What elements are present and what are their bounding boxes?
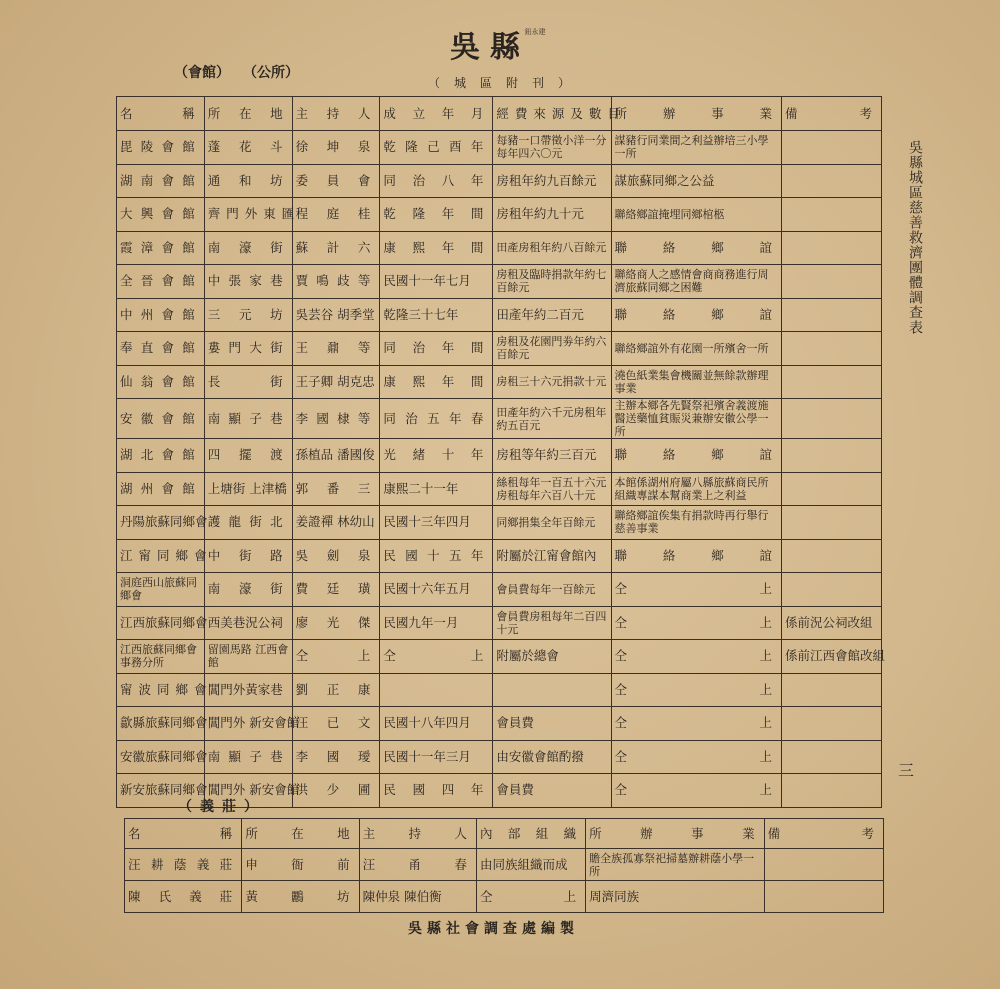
main-cell: 會員費每年一百餘元	[493, 573, 611, 607]
main-cell: 同治八年	[380, 164, 493, 198]
main-cell: 民國十一年七月	[380, 265, 493, 299]
main-cell: 新安旅蘇同鄉會	[117, 774, 205, 808]
main-cell: 洪少圃	[292, 774, 380, 808]
yizhuang-cell: 由同族組織而成	[476, 849, 585, 881]
main-cell: 附屬於江甯會館內	[493, 539, 611, 573]
main-cell: 閶門外 新安會館	[204, 774, 292, 808]
table-row	[117, 265, 882, 299]
page-number: 三	[898, 761, 915, 780]
main-cell: 民國十八年四月	[380, 707, 493, 741]
main-cell: 仝上	[292, 640, 380, 674]
main-cell: 聯絡商人之感情會商商務進行周濟旅蘇同鄉之困難	[611, 265, 782, 299]
main-cell: 民國四年	[380, 774, 493, 808]
main-cell: 湖南會館	[117, 164, 205, 198]
main-cell: 仝上	[611, 606, 782, 640]
main-cell: 留園馬路 江西會館	[204, 640, 292, 674]
main-cell: 係前江西會館改組	[782, 640, 882, 674]
main-cell: 澆色紙業集會機關並無餘款辦理事業	[611, 365, 782, 399]
yizhuang-row	[125, 849, 884, 881]
yizhuang-cell: 陳仲泉 陳伯衡	[359, 881, 476, 913]
main-cell: 王鼐等	[292, 332, 380, 366]
main-cell	[782, 573, 882, 607]
main-cell: 乾隆年間	[380, 198, 493, 232]
main-cell: 主辦本鄉各先賢祭祀殯舍義渡施醫送藥恤貧賑災兼辦安徽公學一所	[611, 399, 782, 439]
main-cell: 賈鳴歧等	[292, 265, 380, 299]
table-row	[117, 740, 882, 774]
main-cell	[782, 365, 882, 399]
main-cell: 齊門外東匯	[204, 198, 292, 232]
seal-stamp: 鈕永建	[524, 28, 546, 36]
yizhuang-cell: 汪耕蔭義莊	[125, 849, 242, 881]
main-cell: 聯絡鄉誼外有花園一所殯舍一所	[611, 332, 782, 366]
main-header-cell: 經費來源及數目	[493, 97, 611, 131]
yizhuang-cell	[764, 881, 883, 913]
main-cell: 會員費房租每年二百四十元	[493, 606, 611, 640]
main-cell	[380, 673, 493, 707]
main-cell: 仝上	[380, 640, 493, 674]
main-cell	[782, 198, 882, 232]
main-cell	[782, 707, 882, 741]
main-cell: 郭番三	[292, 472, 380, 506]
table-row	[117, 365, 882, 399]
main-cell: 民國九年一月	[380, 606, 493, 640]
main-cell	[782, 332, 882, 366]
main-cell: 聯絡鄉誼	[611, 231, 782, 265]
main-cell: 謀旅蘇同鄉之公益	[611, 164, 782, 198]
yizhuang-row	[125, 881, 884, 913]
main-cell: 劉正康	[292, 673, 380, 707]
main-cell: 同治五年春	[380, 399, 493, 439]
main-cell	[782, 439, 882, 473]
main-cell: 奉直會館	[117, 332, 205, 366]
hall-tag: （會館）	[174, 65, 230, 81]
main-cell: 由安徽會館酌撥	[493, 740, 611, 774]
main-cell: 每豬一口帶徵小洋一分每年四六〇元	[493, 131, 611, 165]
main-cell	[782, 164, 882, 198]
yizhuang-cell: 周濟同族	[586, 881, 765, 913]
yizhuang-header-cell: 備考	[764, 819, 883, 849]
main-cell	[493, 673, 611, 707]
main-cell: 同治年間	[380, 332, 493, 366]
main-cell: 南濠街	[204, 231, 292, 265]
main-cell: 洞庭西山旅蘇同鄉會	[117, 573, 205, 607]
main-cell	[782, 298, 882, 332]
main-cell: 田產房租年約八百餘元	[493, 231, 611, 265]
yizhuang-cell: 申衙前	[242, 849, 359, 881]
yizhuang-table	[124, 818, 884, 913]
main-cell: 康熙年間	[380, 231, 493, 265]
main-header-cell: 備考	[782, 97, 882, 131]
table-row	[117, 539, 882, 573]
main-cell	[782, 506, 882, 540]
main-cell: 霞漳會館	[117, 231, 205, 265]
main-cell: 仝上	[611, 573, 782, 607]
main-cell: 丹陽旅蘇同鄉會	[117, 506, 205, 540]
main-cell: 西美巷況公祠	[204, 606, 292, 640]
main-cell: 係前況公祠改組	[782, 606, 882, 640]
main-cell: 乾隆三十七年	[380, 298, 493, 332]
page-subtitle: （城區附刊）	[428, 76, 585, 90]
main-cell: 康熙二十一年	[380, 472, 493, 506]
main-cell	[782, 265, 882, 299]
main-cell: 房租等年約三百元	[493, 439, 611, 473]
main-cell: 中州會館	[117, 298, 205, 332]
main-cell: 民國十五年	[380, 539, 493, 573]
main-cell	[782, 131, 882, 165]
main-cell: 絲租每年一百五十六元房租每年六百八十元	[493, 472, 611, 506]
main-cell: 房租及臨時捐款年約七百餘元	[493, 265, 611, 299]
main-cell: 房租年約九百餘元	[493, 164, 611, 198]
main-cell: 姜證禪 林幼山	[292, 506, 380, 540]
main-cell: 光緒十年	[380, 439, 493, 473]
main-cell: 南顯子巷	[204, 740, 292, 774]
main-cell: 仝上	[611, 774, 782, 808]
main-cell: 聯絡鄉誼俟集有捐款時再行舉行慈善事業	[611, 506, 782, 540]
main-cell: 三元坊	[204, 298, 292, 332]
table-row	[117, 707, 882, 741]
main-cell: 廖光傑	[292, 606, 380, 640]
main-cell: 毘陵會館	[117, 131, 205, 165]
main-cell	[782, 231, 882, 265]
yizhuang-cell: 黃鸝坊	[242, 881, 359, 913]
main-cell: 民國十一年三月	[380, 740, 493, 774]
main-cell: 汪已文	[292, 707, 380, 741]
yizhuang-cell: 陳氏義莊	[125, 881, 242, 913]
main-cell: 上塘街 上津橋	[204, 472, 292, 506]
main-cell: 房租及花園門劵年約六百餘元	[493, 332, 611, 366]
main-cell: 吳劍泉	[292, 539, 380, 573]
main-cell: 民國十六年五月	[380, 573, 493, 607]
side-title: 吳縣城區慈善救濟團體調查表	[907, 140, 923, 335]
table-row	[117, 399, 882, 439]
main-cell: 仝上	[611, 640, 782, 674]
footer-credit: 吳縣社會調查處編製	[408, 921, 579, 937]
table-row	[117, 606, 882, 640]
main-cell	[782, 740, 882, 774]
main-header-cell: 名稱	[117, 97, 205, 131]
table-row	[117, 231, 882, 265]
table-row	[117, 673, 882, 707]
main-cell: 同鄉捐集全年百餘元	[493, 506, 611, 540]
main-cell: 吳芸谷 胡季堂	[292, 298, 380, 332]
table-row	[117, 131, 882, 165]
main-header-cell: 所辦事業	[611, 97, 782, 131]
yizhuang-header-cell: 名稱	[125, 819, 242, 849]
table-row	[117, 332, 882, 366]
main-header-cell: 成立年月	[380, 97, 493, 131]
main-cell	[782, 539, 882, 573]
office-tag: （公所）	[243, 65, 299, 81]
main-cell: 護龍街北	[204, 506, 292, 540]
table-row	[117, 439, 882, 473]
main-cell: 閶門外 新安會館	[204, 707, 292, 741]
main-cell	[782, 472, 882, 506]
main-cell: 仝上	[611, 673, 782, 707]
main-cell: 全晉會館	[117, 265, 205, 299]
table-row	[117, 164, 882, 198]
page-title: 吳縣	[450, 30, 530, 65]
yizhuang-header-cell: 所辦事業	[586, 819, 765, 849]
main-cell: 王子卿 胡克忠	[292, 365, 380, 399]
main-cell: 閶門外黃家巷	[204, 673, 292, 707]
main-cell: 歙縣旅蘇同鄉會	[117, 707, 205, 741]
yizhuang-cell	[764, 849, 883, 881]
main-cell: 附屬於總會	[493, 640, 611, 674]
yizhuang-header-cell: 主持人	[359, 819, 476, 849]
yizhuang-header-cell: 所在地	[242, 819, 359, 849]
main-cell: 蓬花斗	[204, 131, 292, 165]
main-cell: 乾隆己酉年	[380, 131, 493, 165]
table-row	[117, 640, 882, 674]
main-cell: 程庭桂	[292, 198, 380, 232]
yizhuang-section-label: （義莊）	[178, 799, 266, 815]
main-cell: 大興會館	[117, 198, 205, 232]
main-table	[116, 96, 886, 808]
main-cell: 聯絡鄉誼	[611, 539, 782, 573]
main-cell: 江西旅蘇同鄉會	[117, 606, 205, 640]
main-cell: 南顯子巷	[204, 399, 292, 439]
yizhuang-cell: 汪甬春	[359, 849, 476, 881]
main-cell: 長街	[204, 365, 292, 399]
table-row	[117, 506, 882, 540]
main-cell: 房租年約九十元	[493, 198, 611, 232]
main-cell: 徐坤泉	[292, 131, 380, 165]
main-header-cell: 主持人	[292, 97, 380, 131]
main-cell: 會員費	[493, 707, 611, 741]
main-cell: 聯絡鄉誼掩埋同鄉棺柩	[611, 198, 782, 232]
main-cell: 康熙年間	[380, 365, 493, 399]
main-cell: 聯絡鄉誼	[611, 298, 782, 332]
main-cell: 仝上	[611, 740, 782, 774]
main-cell: 謀豬行同業間之利益辦培三小學一所	[611, 131, 782, 165]
table-row	[117, 198, 882, 232]
main-cell: 李國棣等	[292, 399, 380, 439]
main-cell: 房租三十六元捐款十元	[493, 365, 611, 399]
main-cell: 婁門大街	[204, 332, 292, 366]
main-cell	[782, 774, 882, 808]
main-cell: 孫植品 潘國俊	[292, 439, 380, 473]
main-cell	[782, 673, 882, 707]
main-cell: 蘇計六	[292, 231, 380, 265]
main-cell: 甯波同鄉會	[117, 673, 205, 707]
main-cell: 田產年約六千元房租年約五百元	[493, 399, 611, 439]
main-cell: 江甯同鄉會	[117, 539, 205, 573]
main-cell: 民國十三年四月	[380, 506, 493, 540]
main-cell: 南濠街	[204, 573, 292, 607]
main-cell: 仝上	[611, 707, 782, 741]
yizhuang-cell: 仝上	[476, 881, 585, 913]
main-cell: 通和坊	[204, 164, 292, 198]
main-header-row	[117, 97, 882, 131]
table-row	[117, 573, 882, 607]
yizhuang-header-cell: 內部組織	[476, 819, 585, 849]
main-cell: 本館係湖州府屬八縣旅蘇商民所組織專謀本幫商業上之利益	[611, 472, 782, 506]
main-cell: 安徽會館	[117, 399, 205, 439]
main-cell: 安徽旅蘇同鄉會	[117, 740, 205, 774]
main-cell: 費廷璜	[292, 573, 380, 607]
main-cell: 仙翁會館	[117, 365, 205, 399]
main-cell: 中街路	[204, 539, 292, 573]
main-cell: 江西旅蘇同鄉會事務分所	[117, 640, 205, 674]
table-row	[117, 298, 882, 332]
main-cell: 湖州會館	[117, 472, 205, 506]
yizhuang-header-row	[125, 819, 884, 849]
main-cell: 中張家巷	[204, 265, 292, 299]
table-row	[117, 472, 882, 506]
main-cell: 委員會	[292, 164, 380, 198]
main-cell: 李國璦	[292, 740, 380, 774]
main-cell: 四擺渡	[204, 439, 292, 473]
main-header-cell: 所在地	[204, 97, 292, 131]
main-cell: 聯絡鄉誼	[611, 439, 782, 473]
main-cell: 田產年約二百元	[493, 298, 611, 332]
yizhuang-cell: 贍全族孤寡祭祀掃墓辦耕蔭小學一所	[586, 849, 765, 881]
main-cell	[782, 399, 882, 439]
main-cell: 會員費	[493, 774, 611, 808]
main-cell: 湖北會館	[117, 439, 205, 473]
